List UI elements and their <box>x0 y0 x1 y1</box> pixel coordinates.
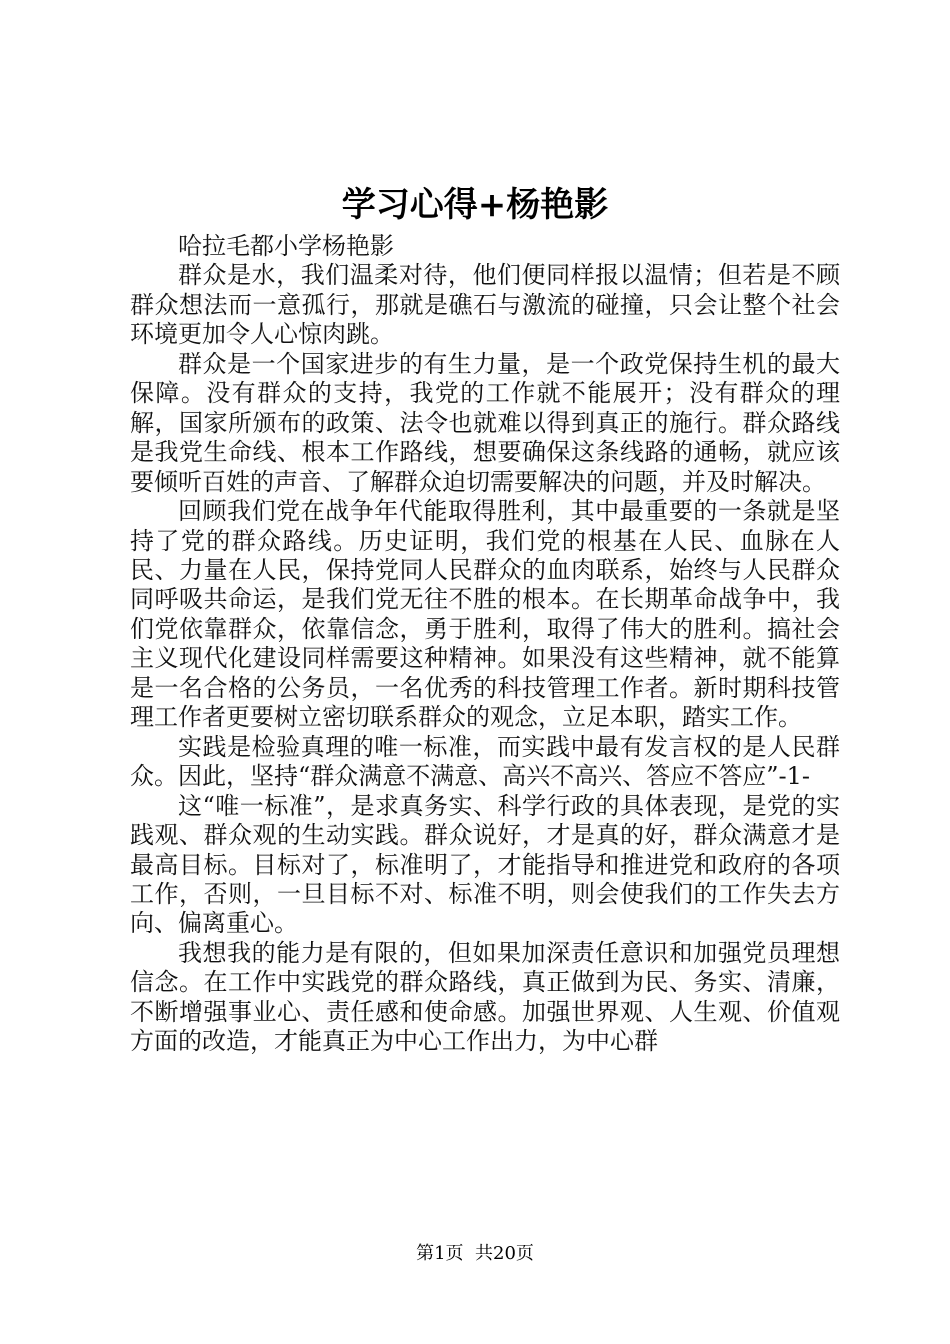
page-total: 共20页 <box>475 1243 534 1264</box>
paragraph: 实践是检验真理的唯一标准，而实践中最有发言权的是人民群众。因此，坚持“群众满意不满意、高兴不高兴、答应不答应”-1- <box>130 732 840 791</box>
page-number: 第1页 <box>416 1243 464 1264</box>
page-footer <box>0 1242 950 1266</box>
document-body <box>130 232 840 1057</box>
paragraph: 群众是一个国家进步的有生力量，是一个政党保持生机的最大保障。没有群众的支持，我党的工作就不能展开；没有群众的理解，国家所颁布的政策、法令也就难以得到真正的施行。群众路线是我党生命线、根本工作路线，想要确保这条线路的通畅，就应该要倾听百姓的声音、了解群众迫切需要解决的问题，并及时解决。 <box>130 349 840 496</box>
paragraph: 群众是水，我们温柔对待，他们便同样报以温情；但若是不顾群众想法而一意孤行，那就是礁石与激流的碰撞，只会让整个社会环境更加令人心惊肉跳。 <box>130 261 840 349</box>
author-line: 哈拉毛都小学杨艳影 <box>178 232 394 260</box>
document-title: 学习心得+杨艳影 <box>341 185 609 225</box>
paragraph: 这“唯一标准”，是求真务实、科学行政的具体表现，是党的实践观、群众观的生动实践。群众说好，才是真的好，群众满意才是最高目标。目标对了，标准明了，才能指导和推进党和政府的各项工作，否则，一旦目标不对、标准不明，则会使我们的工作失去方向、偏离重心。 <box>130 791 840 938</box>
paragraph: 回顾我们党在战争年代能取得胜利，其中最重要的一条就是坚持了党的群众路线。历史证明，我们党的根基在人民、血脉在人民、力量在人民，保持党同人民群众的血肉联系，始终与人民群众同呼吸共命运，是我们党无往不胜的根本。在长期革命战争中，我们党依靠群众，依靠信念，勇于胜利，取得了伟大的胜利。搞社会主义现代化建设同样需要这种精神。如果没有这些精神，就不能算是一名合格的公务员，一名优秀的科技管理工作者。新时期科技管理工作者更要树立密切联系群众的观念，立足本职，踏实工作。 <box>130 497 840 732</box>
paragraph: 我想我的能力是有限的，但如果加深责任意识和加强党员理想信念。在工作中实践党的群众路线，真正做到为民、务实、清廉，不断增强事业心、责任感和使命感。加强世界观、人生观、价值观方面的改造，才能真正为中心工作出力，为中心群 <box>130 938 840 1056</box>
